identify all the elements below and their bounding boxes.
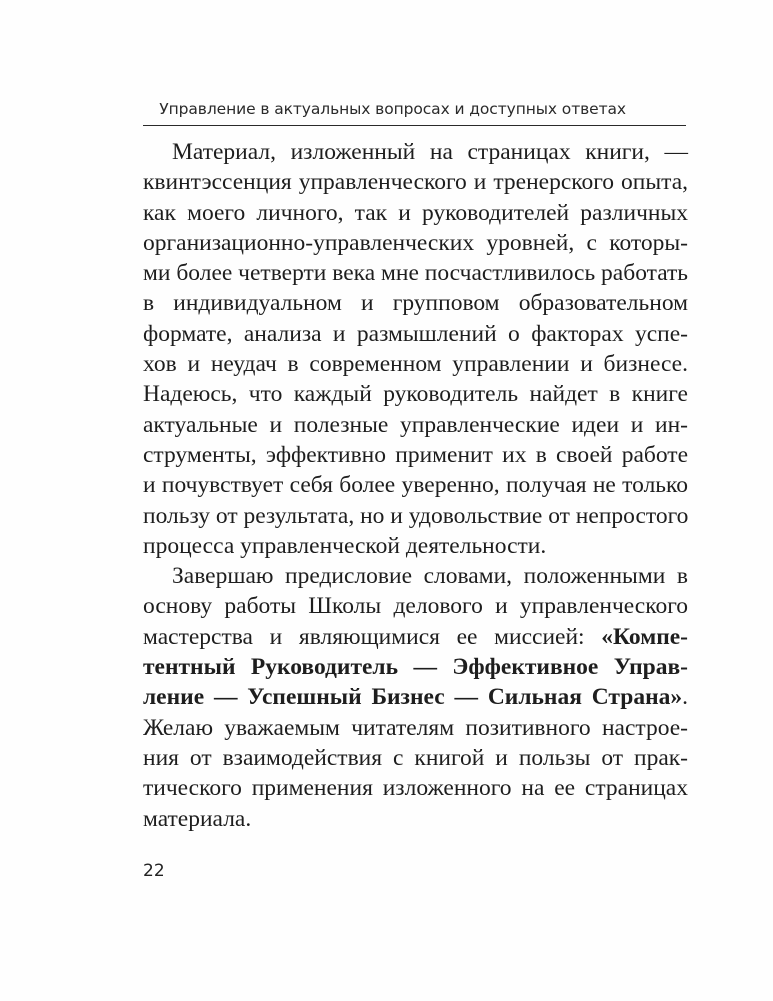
mission-end-line: [143, 682, 688, 712]
mission-line: тентный Руководитель — Эффективное Управ-: [143, 654, 688, 681]
running-header: Управление в актуальных вопросах и доступных ответах: [159, 100, 626, 118]
text-line: основу работы Школы делового и управленческого: [143, 593, 688, 620]
header-rule: [143, 125, 686, 126]
text-line: материала.: [143, 805, 252, 832]
body-text: [143, 137, 688, 834]
page-number: 22: [143, 861, 165, 881]
text-line: в индивидуальном и групповом образовательном: [143, 290, 688, 317]
mission-end: ление — Успешный Бизнес — Сильная Страна»: [143, 684, 683, 711]
text-line: ния от взаимодействия с книгой и пользы от прак-: [143, 744, 688, 771]
text-line: актуальные и полезные управленческие идеи и ин-: [143, 411, 688, 438]
mission-start: «Компе-: [601, 623, 688, 650]
text-line: тического применения изложенного на ее страницах: [143, 775, 688, 802]
text-line: Желаю уважаемым читателям позитивного настрое-: [143, 714, 688, 741]
text-line: струменты, эффективно применит их в своей работе: [143, 441, 688, 468]
mission-intro-line: [143, 622, 688, 652]
text-line: Завершаю предисловие словами, положенными в: [172, 563, 688, 590]
text-line: ми более четверти века мне посчастливилось работать: [143, 260, 688, 287]
text-line: хов и неудач в современном управлении и бизнесе.: [143, 351, 688, 378]
text-line: Надеюсь, что каждый руководитель найдет в книге: [143, 381, 688, 408]
text-line: пользу от результата, но и удовольствие от непростого: [143, 502, 689, 529]
mission-period: .: [682, 684, 688, 711]
text-line: как моего личного, так и руководителей различных: [143, 199, 688, 226]
text-line: Материал, изложенный на страницах книги, —: [172, 139, 688, 165]
text-line: процесса управленческой деятельности.: [143, 532, 547, 559]
mission-prefix: мастерства и являющимися ее миссией:: [143, 623, 602, 650]
text-line: формате, анализа и размышлений о факторах успе-: [143, 320, 688, 347]
text-line: квинтэссенция управленческого и тренерского опыта,: [143, 169, 688, 196]
text-line: организационно-управленческих уровней, с которы-: [143, 229, 688, 256]
text-line: и почувствует себя более уверенно, получая не только: [143, 472, 688, 499]
